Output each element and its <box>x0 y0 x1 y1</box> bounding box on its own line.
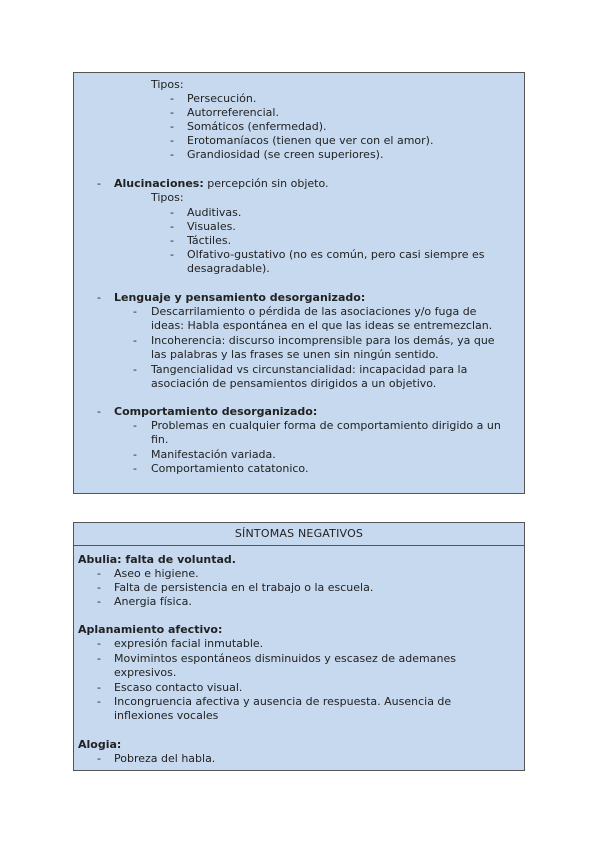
bullet-dash: - <box>97 695 101 708</box>
bullet-dash: - <box>170 206 174 219</box>
list-item-continuation: desagradable). <box>187 262 270 275</box>
alogia-title: Alogia: <box>78 738 122 751</box>
list-item: Falta de persistencia en el trabajo o la escuela. <box>114 581 374 594</box>
bullet-dash: - <box>97 567 101 580</box>
list-item: Olfativo-gustativo (no es común, pero casi siempre es <box>187 248 485 261</box>
bullet-dash: - <box>170 106 174 119</box>
bullet-dash: - <box>170 248 174 261</box>
list-item: Táctiles. <box>187 234 232 247</box>
delirio-tipos-label: Tipos: <box>151 78 184 91</box>
list-item: Somáticos (enfermedad). <box>187 120 327 133</box>
bullet-dash: - <box>133 462 137 475</box>
bullet-dash: - <box>133 363 137 376</box>
list-item: Incongruencia afectiva y ausencia de respuesta. Ausencia de <box>114 695 452 708</box>
list-item: Autorreferencial. <box>187 106 279 119</box>
comportamiento-title: Comportamiento desorganizado: <box>114 405 318 418</box>
list-item: Pobreza del habla. <box>114 752 216 765</box>
alucinaciones-heading <box>114 177 329 191</box>
list-item: Erotomaníacos (tienen que ver con el amor). <box>187 134 434 147</box>
bullet-dash: - <box>97 681 101 694</box>
bullet-dash: - <box>133 448 137 461</box>
bullet-dash: - <box>170 92 174 105</box>
list-item: expresión facial inmutable. <box>114 637 264 650</box>
bullet-dash: - <box>170 120 174 133</box>
list-item: Aseo e higiene. <box>114 567 199 580</box>
list-item-continuation: ideas: Habla espontánea en el que las ideas se entremezclan. <box>151 319 493 332</box>
list-item: Persecución. <box>187 92 257 105</box>
bullet-dash: - <box>97 652 101 665</box>
list-item: Incoherencia: discurso incomprensible para los demás, ya que <box>151 334 495 347</box>
bullet-dash: - <box>133 334 137 347</box>
bullet-dash: - <box>97 405 101 418</box>
bullet-dash: - <box>133 419 137 432</box>
list-item: Movimintos espontáneos disminuidos y escasez de ademanes <box>114 652 456 665</box>
list-item: Tangencialidad vs circunstancialidad: incapacidad para la <box>151 363 468 376</box>
alucinaciones-title: Alucinaciones: <box>114 177 204 190</box>
bullet-dash: - <box>97 752 101 765</box>
list-item: Grandiosidad (se creen superiores). <box>187 148 384 161</box>
bullet-dash: - <box>97 595 101 608</box>
aplanamiento-title: Aplanamiento afectivo: <box>78 623 223 636</box>
bullet-dash: - <box>133 305 137 318</box>
bullet-dash: - <box>170 220 174 233</box>
bullet-dash: - <box>97 637 101 650</box>
list-item: Anergia física. <box>114 595 192 608</box>
list-item-continuation: fin. <box>151 433 169 446</box>
positive-symptoms-box <box>73 72 525 494</box>
list-item: Auditivas. <box>187 206 242 219</box>
bullet-dash: - <box>170 148 174 161</box>
alucinaciones-tipos-label: Tipos: <box>151 191 184 204</box>
list-item: Descarrilamiento o pérdida de las asociaciones y/o fuga de <box>151 305 477 318</box>
list-item-continuation: inflexiones vocales <box>114 709 219 722</box>
list-item: Comportamiento catatonico. <box>151 462 309 475</box>
list-item-continuation: asociación de pensamientos dirigidos a un objetivo. <box>151 377 437 390</box>
alucinaciones-desc: percepción sin objeto. <box>203 177 329 190</box>
list-item: Manifestación variada. <box>151 448 276 461</box>
list-item: Visuales. <box>187 220 236 233</box>
negative-symptoms-box <box>73 522 525 771</box>
bullet-dash: - <box>97 291 101 304</box>
list-item: Problemas en cualquier forma de comportamiento dirigido a un <box>151 419 501 432</box>
bullet-dash: - <box>97 177 101 190</box>
bullet-dash: - <box>170 234 174 247</box>
bullet-dash: - <box>170 134 174 147</box>
lenguaje-title: Lenguaje y pensamiento desorganizado: <box>114 291 366 304</box>
list-item-continuation: expresivos. <box>114 666 177 679</box>
list-item-continuation: las palabras y las frases se unen sin ningún sentido. <box>151 348 439 361</box>
abulia-title: Abulia: falta de voluntad. <box>78 553 236 566</box>
section-header: SÍNTOMAS NEGATIVOS <box>74 523 524 546</box>
bullet-dash: - <box>97 581 101 594</box>
list-item: Escaso contacto visual. <box>114 681 243 694</box>
